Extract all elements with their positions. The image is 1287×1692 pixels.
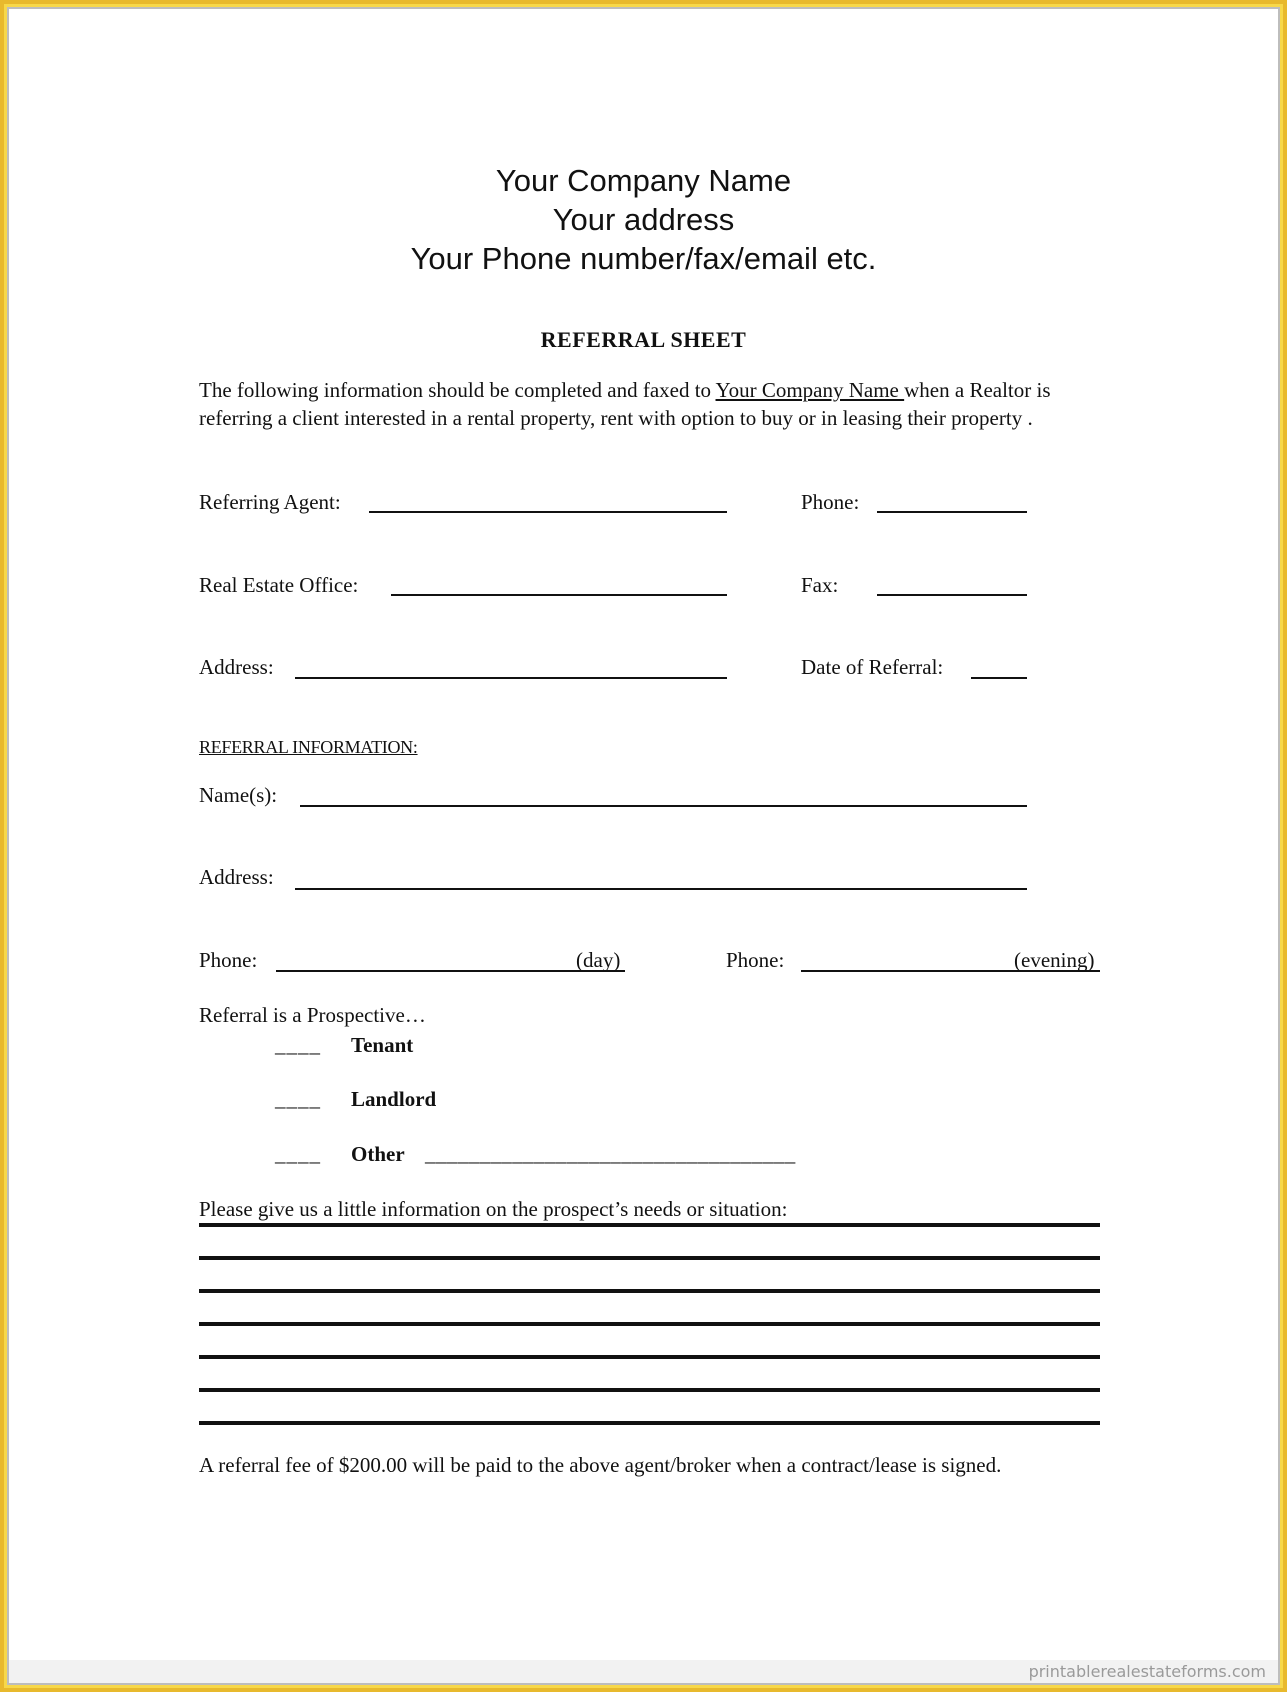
needs-prompt: Please give us a little information on the prospect’s needs or situation: (199, 1197, 788, 1221)
intro-paragraph (199, 376, 1109, 432)
prospective-intro: Referral is a Prospective… (199, 1003, 426, 1027)
intro-text-after: when a Realtor is referring a client interested in a rental property, rent with option to buy or in leasing their property . (199, 378, 1051, 430)
client-address-field[interactable] (295, 888, 1027, 890)
agent-address-label: Address: (199, 655, 274, 679)
intro-company-name: Your Company Name (715, 378, 905, 402)
needs-line-6[interactable] (199, 1388, 1100, 1392)
day-phone-field[interactable] (276, 970, 625, 972)
agent-phone-label: Phone: (801, 490, 860, 514)
company-name: Your Company Name (495, 163, 792, 198)
real-estate-office-field[interactable] (391, 594, 727, 596)
date-of-referral-field[interactable] (971, 677, 1027, 679)
landlord-option-label: Landlord (351, 1087, 437, 1111)
agent-address-field[interactable] (295, 677, 727, 679)
needs-line-5[interactable] (199, 1355, 1100, 1359)
landlord-checkbox-blank[interactable]: ____ (275, 1087, 321, 1111)
needs-line-4[interactable] (199, 1322, 1100, 1326)
inner-frame (7, 7, 1280, 1685)
agent-phone-field[interactable] (877, 511, 1027, 513)
other-option-label: Other (351, 1142, 405, 1166)
needs-line-2[interactable] (199, 1256, 1100, 1260)
other-specify-blank[interactable]: __________________________________ (425, 1142, 796, 1166)
company-address: Your address (552, 202, 735, 237)
needs-line-1[interactable] (199, 1223, 1100, 1227)
outer-frame (4, 4, 1283, 1688)
names-label: Name(s): (199, 783, 278, 807)
referral-info-heading: REFERRAL INFORMATION: (199, 737, 418, 757)
other-checkbox-blank[interactable]: ____ (275, 1142, 321, 1166)
client-address-label: Address: (199, 865, 274, 889)
needs-line-7[interactable] (199, 1421, 1100, 1425)
watermark-bar (9, 1660, 1278, 1683)
page-title: REFERRAL SHEET (540, 327, 747, 352)
fax-label: Fax: (801, 573, 839, 597)
names-field[interactable] (300, 805, 1027, 807)
referring-agent-field[interactable] (369, 511, 727, 513)
day-label: (day) (576, 948, 621, 972)
referring-agent-label: Referring Agent: (199, 490, 341, 514)
referral-fee-note: A referral fee of $200.00 will be paid to the above agent/broker when a contract/lease is signed. (199, 1453, 1002, 1477)
tenant-checkbox-blank[interactable]: ____ (275, 1033, 321, 1057)
company-contact: Your Phone number/fax/email etc. (410, 241, 877, 276)
date-of-referral-label: Date of Referral: (801, 655, 944, 679)
intro-text-before: The following information should be completed and faxed to (199, 378, 716, 402)
fax-field[interactable] (877, 594, 1027, 596)
day-phone-label: Phone: (199, 948, 258, 972)
evening-label: (evening) (1014, 948, 1095, 972)
tenant-option-label: Tenant (351, 1033, 414, 1057)
needs-line-3[interactable] (199, 1289, 1100, 1293)
real-estate-office-label: Real Estate Office: (199, 573, 359, 597)
watermark-text: printablerealestateforms.com (1028, 1662, 1266, 1681)
document-page (9, 9, 1278, 1683)
evening-phone-label: Phone: (726, 948, 785, 972)
